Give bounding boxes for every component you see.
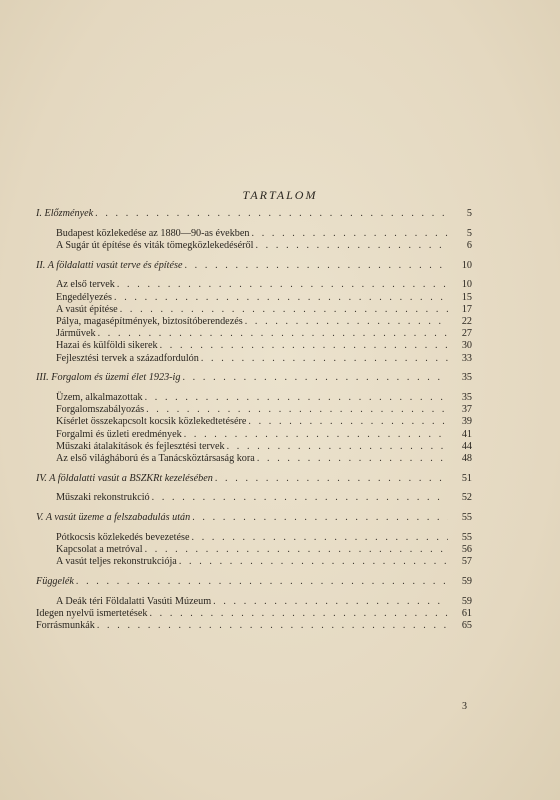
page-ref: 6 (466, 239, 472, 251)
page-ref: 5 (466, 227, 472, 239)
page-ref: 15 (461, 291, 472, 303)
toc-entry (36, 492, 472, 504)
chapter-title: I. Előzmények (36, 208, 94, 219)
chapter-title: IV. A földalatti vasút a BSZKRt kezelésében (36, 472, 213, 484)
dot-leader (76, 576, 448, 588)
entry-title: Kísérlet összekapcsolt kocsik közlekedtetésére (56, 416, 247, 428)
dot-leader (192, 532, 448, 544)
dot-leader (184, 260, 448, 272)
dot-leader (145, 392, 448, 404)
toc-entry (36, 544, 472, 556)
toc-entry (36, 228, 472, 240)
page-ref: 59 (461, 575, 472, 587)
page-ref: 56 (461, 543, 472, 555)
toc-entry (36, 292, 472, 304)
entry-title: A Sugár út építése és viták tömegközlekedéséről (56, 239, 254, 251)
page-ref: 55 (461, 531, 472, 543)
page-ref: 44 (461, 440, 472, 452)
page-ref: 59 (461, 595, 472, 607)
toc-entry (36, 404, 472, 416)
toc-chapter (36, 576, 472, 588)
dot-leader (98, 328, 448, 340)
dot-leader (95, 208, 448, 220)
dot-leader (257, 453, 448, 465)
chapter-title: II. A földalatti vasút terve és építése (36, 259, 183, 271)
dot-leader (192, 512, 448, 524)
page-ref: 52 (461, 492, 472, 504)
toc-entry (36, 453, 472, 465)
page-ref: 55 (461, 512, 472, 523)
chapter-title: Függelék (36, 575, 74, 587)
dot-leader (255, 240, 448, 252)
toc-entry (36, 316, 472, 328)
entry-title: Forgalmi és üzleti eredmények (56, 428, 182, 440)
page-ref: 17 (461, 303, 472, 315)
toc-entry (36, 608, 472, 620)
toc-entry (36, 240, 472, 252)
dot-leader (182, 372, 448, 384)
page-ref: 51 (461, 472, 472, 484)
dot-leader (245, 316, 448, 328)
toc-entry (36, 392, 472, 404)
toc-entry (36, 429, 472, 441)
page-ref: 22 (461, 315, 472, 327)
toc-chapter (36, 260, 472, 272)
entry-title: Az első világháború és a Tanácsköztársaság kora (56, 452, 255, 464)
toc-entry (36, 328, 472, 340)
dot-leader (114, 292, 448, 304)
page-ref: 57 (461, 556, 472, 568)
dot-leader (120, 304, 448, 316)
toc-chapter (36, 473, 472, 485)
entry-title: A vasút teljes rekonstrukciója (56, 556, 177, 568)
dot-leader (184, 429, 448, 441)
toc-chapter (36, 208, 472, 220)
dot-leader (117, 279, 448, 291)
toc-entry (36, 620, 472, 632)
dot-leader (248, 416, 448, 428)
toc-entry (36, 279, 472, 291)
dot-leader (97, 620, 448, 632)
entry-title: Járművek (56, 328, 96, 340)
entry-title: Fejlesztési tervek a századfordulón (56, 352, 199, 364)
toc-entry (36, 532, 472, 544)
page-title: TARTALOM (242, 188, 318, 202)
dot-leader (149, 608, 448, 620)
toc-entry (36, 441, 472, 453)
page-ref: 30 (461, 340, 472, 352)
dot-leader (213, 596, 448, 608)
dot-leader (179, 556, 448, 568)
chapter-title: V. A vasút üzeme a felszabadulás után (36, 512, 191, 523)
dot-leader (215, 473, 448, 485)
page-ref: 35 (461, 372, 472, 384)
entry-title: Pálya, magasépítmények, biztosítóberendezés (56, 315, 243, 327)
dot-leader (252, 228, 449, 240)
entry-title: Engedélyezés (56, 291, 113, 303)
toc-entry (36, 304, 472, 316)
page-number: 3 (462, 701, 467, 712)
entry-title: A Deák téri Földalatti Vasúti Múzeum (56, 595, 212, 607)
entry-title: Budapest közlekedése az 1880—90-as években (56, 227, 250, 239)
page-ref: 48 (461, 452, 472, 464)
page-ref: 10 (461, 279, 472, 291)
dot-leader (227, 441, 448, 453)
page-ref: 33 (461, 352, 472, 364)
entry-title: Üzem, alkalmazottak (56, 391, 143, 403)
page-ref: 37 (461, 404, 472, 416)
toc-entry (36, 556, 472, 568)
dot-leader (145, 544, 448, 556)
page-ref: 5 (466, 208, 472, 219)
dot-leader (146, 404, 448, 416)
entry-title: Kapcsolat a metróval (56, 543, 143, 555)
page-ref: 61 (461, 607, 472, 619)
entry-title: Pótkocsis közlekedés bevezetése (56, 531, 190, 543)
toc-chapter (36, 512, 472, 524)
page-ref: 41 (461, 428, 472, 440)
toc-entry (36, 353, 472, 365)
entry-title: Idegen nyelvű ismertetések (36, 607, 148, 619)
entry-title: Az első tervek (56, 279, 115, 291)
entry-title: Műszaki átalakítások és fejlesztési tervek (56, 440, 225, 452)
entry-title: Műszaki rekonstrukció (56, 492, 150, 504)
page-ref: 27 (461, 328, 472, 340)
toc-chapter (36, 372, 472, 384)
entry-title: Forrásmunkák (36, 619, 95, 631)
entry-title: Forgalomszabályozás (56, 404, 145, 416)
page-ref: 65 (461, 619, 472, 631)
entry-title: A vasút építése (56, 303, 118, 315)
toc-entry (36, 340, 472, 352)
dot-leader (201, 353, 448, 365)
dot-leader (160, 340, 448, 352)
toc-entry (36, 416, 472, 428)
dot-leader (152, 492, 448, 504)
page-ref: 35 (461, 391, 472, 403)
toc-entry (36, 596, 472, 608)
page-ref: 10 (461, 259, 472, 271)
entry-title: Hazai és külföldi sikerek (56, 340, 158, 352)
page-ref: 39 (461, 416, 472, 428)
chapter-title: III. Forgalom és üzemi élet 1923-ig (36, 372, 181, 384)
